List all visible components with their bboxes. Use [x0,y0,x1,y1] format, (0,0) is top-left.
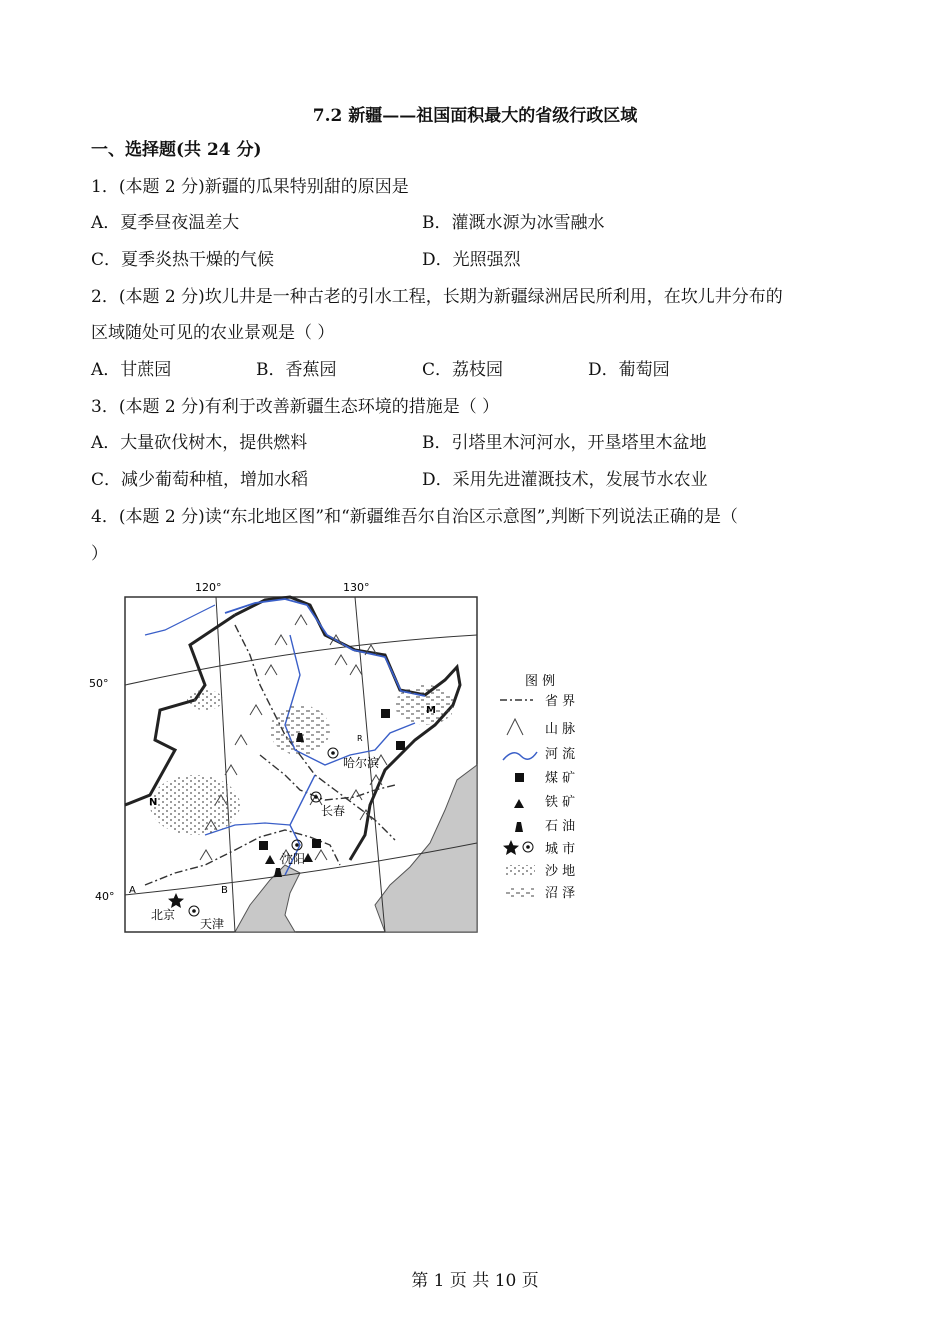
northeast-china-map [85,575,605,940]
question-4-stem-line2: ） [91,544,108,564]
section-heading: 一、选择题(共 24 分) [91,140,262,160]
question-2-stem-line2: 区域随处可见的农业景观是（ ） [91,323,335,343]
sandy-land [187,690,223,710]
question-1-option-c: C．夏季炎热干燥的气候 [91,250,275,270]
legend-city [503,840,575,857]
legend-marsh [505,886,575,901]
svg-text:河 流: 河 流 [545,747,576,762]
svg-text:长春: 长春 [321,804,346,818]
legend-coal-mine [515,770,575,786]
lat-label-50: 50° [89,677,109,690]
coal-mine [396,741,405,750]
svg-text:铁 矿: 铁 矿 [545,795,576,810]
legend-river [503,746,575,762]
question-1-stem: 1．(本题 2 分)新疆的瓜果特别甜的原因是 [91,177,409,197]
label-m: M [426,705,436,716]
legend-title: 图 例 [525,674,556,689]
label-r: R [357,734,363,743]
question-4-stem-line1: 4．(本题 2 分)读“东北地区图”和“新疆维吾尔自治区示意图”,判断下列说法正确的是（ [91,507,738,527]
legend-iron-mine [514,794,575,810]
legend-mountain [507,719,575,737]
lat-label-40: 40° [95,890,115,903]
question-3-option-d: D．采用先进灌溉技术，发展节水农业 [422,470,708,490]
question-2-option-a: A．甘蔗园 [91,360,172,380]
question-1-option-a: A．夏季昼夜温差大 [91,213,240,233]
svg-text:沼 泽: 沼 泽 [545,886,576,901]
page-title: 7.2 新疆——祖国面积最大的省级行政区域 [312,106,638,126]
svg-text:城 市: 城 市 [545,842,576,857]
question-2-option-b: B．香蕉园 [256,360,337,380]
label-a: A [129,885,136,896]
question-1-option-d: D．光照强烈 [422,250,521,270]
question-3-stem: 3．(本题 2 分)有利于改善新疆生态环境的措施是（ ） [91,397,500,417]
question-2-stem-line1: 2．(本题 2 分)坎儿井是一种古老的引水工程，长期为新疆绿洲居民所利用，在坎儿井分布的 [91,287,783,307]
label-n: N [149,797,158,808]
question-3-option-b: B．引塔里木河河水，开垦塔里木盆地 [422,433,707,453]
question-3-option-a: A．大量砍伐树木，提供燃料 [91,433,308,453]
question-2-option-c: C．荔枝园 [422,360,504,380]
coal-mine [381,709,390,718]
question-1-option-b: B．灌溉水源为冰雪融水 [422,213,605,233]
sandy-land [150,775,240,835]
label-b: B [221,885,228,896]
marsh [270,705,330,755]
svg-text:石 油: 石 油 [545,819,576,834]
map-legend [500,674,575,901]
page-footer: 第 1 页 共 10 页 [411,1271,539,1291]
svg-text:哈尔滨: 哈尔滨 [343,756,380,770]
svg-text:煤 矿: 煤 矿 [545,771,576,786]
coal-mine [312,839,321,848]
svg-text:沙 地: 沙 地 [545,864,576,879]
marsh [395,685,455,725]
question-3-option-c: C．减少葡萄种植，增加水稻 [91,470,309,490]
svg-text:山 脉: 山 脉 [545,722,576,737]
svg-text:沈阳: 沈阳 [281,852,306,866]
legend-oil [515,818,575,834]
lon-label-120: 120° [195,581,222,594]
legend-provincial-border [500,693,575,709]
legend-sandy-land [505,863,575,879]
question-2-option-d: D．葡萄园 [588,360,670,380]
svg-text:北京: 北京 [151,908,176,922]
lon-label-130: 130° [343,581,370,594]
coal-mine [259,841,268,850]
svg-text:天津: 天津 [200,917,225,931]
svg-text:省 界: 省 界 [545,694,576,709]
